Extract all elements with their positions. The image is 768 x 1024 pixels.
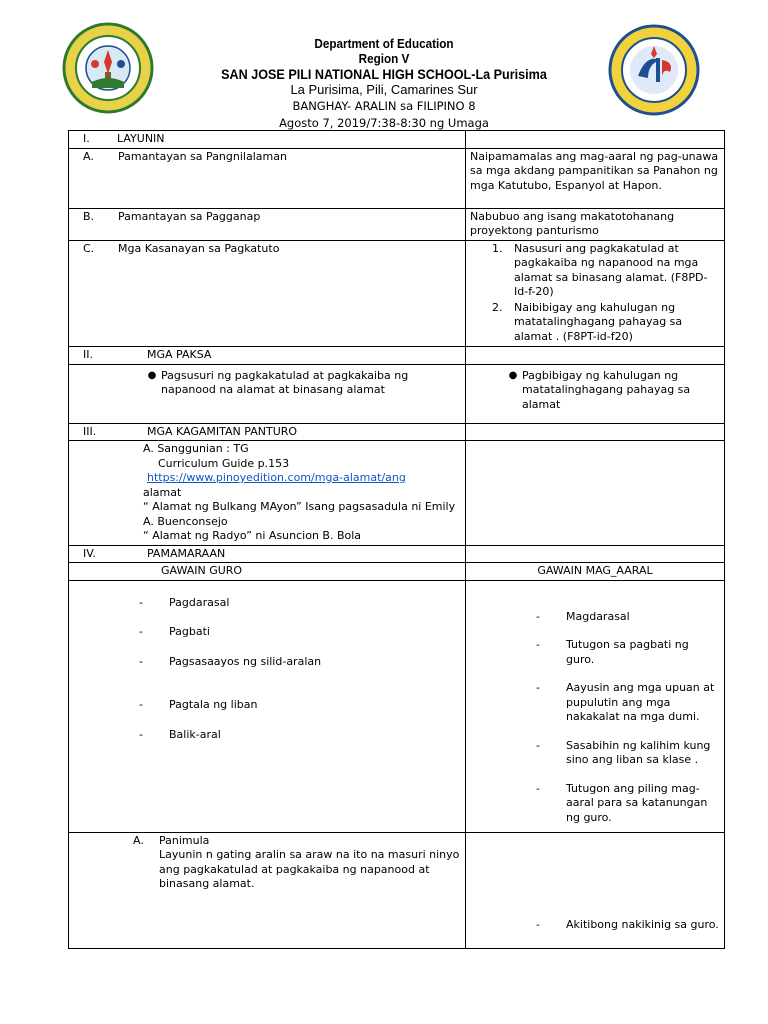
bullet-icon: ●	[147, 369, 157, 381]
section-label: MGA KAGAMITAN PANTURO	[147, 424, 298, 438]
list-item: - Tutugon ang piling mag-aaral para sa katanungan ng guro.	[536, 781, 708, 824]
reference-2: “ Alamat ng Radyo” ni Asuncion B. Bola	[143, 529, 362, 542]
section-kagamitan	[69, 423, 466, 441]
table-row	[69, 148, 725, 208]
section-number: II.	[83, 348, 93, 361]
list-item: 1. Nasusuri ang pagkakatulad at pagkakaiba ng napanood na mga alamat sa binasang alamat. (F8PD-Id-f-20)	[492, 241, 708, 298]
pamantayan-pangnilalaman-value: Naipamamalas ang mag-aaral ng pag-unawa sa mga akdang pampanitikan sa Panahon ng mga Katutubo, Espanyol at Hapon.	[466, 148, 725, 208]
table-row	[69, 832, 725, 948]
gawain-aaral-list	[466, 580, 725, 832]
kasanayan-pagkatuto-list	[466, 240, 725, 347]
lesson-plan-table	[68, 130, 725, 949]
list-item: - Pagtala ng liban	[139, 698, 258, 711]
kagamitan-content	[69, 441, 466, 546]
department-name: Department of Education	[314, 36, 454, 51]
table-row	[69, 580, 725, 832]
reference-1: “ Alamat ng Bulkang MAyon” Isang pagsasadula ni Emily A. Buenconsejo	[143, 500, 456, 528]
pamantayan-pagganap	[69, 208, 466, 240]
list-item: - Aayusin ang mga upuan at pupulutin ang mga nakakalat na mga dumi.	[536, 681, 715, 723]
sub-number: A.	[83, 149, 94, 163]
reference-link[interactable]: https://www.pinoyedition.com/mga-alamat/ang	[147, 471, 406, 484]
school-address: La Purisima, Pili, Camarines Sur	[290, 82, 478, 97]
section-pamamaraan	[69, 545, 466, 563]
sanggunian: A. Sanggunian : TG	[143, 442, 249, 455]
sub-number: A.	[133, 833, 144, 847]
table-row	[69, 423, 725, 441]
section-layunin	[69, 131, 466, 149]
table-row	[69, 208, 725, 240]
list-item: - Sasabihin ng kalihim kung sino ang liban sa klase .	[536, 738, 711, 766]
list-item: - Magdarasal	[536, 609, 630, 623]
list-item: - Balik-aral	[139, 727, 221, 741]
list-item: - Akitibong nakikinig sa guro.	[536, 917, 719, 931]
lesson-plan-title: BANGHAY- ARALIN sa FILIPINO 8	[292, 99, 476, 113]
panimula-aaral	[466, 832, 725, 948]
paksa-left: ● Pagsusuri ng pagkakatulad at pagkakaiba ng napanood na alamat at binasang alamat	[69, 364, 466, 423]
list-item: 2. Naibibigay ang kahulugan ng matatalinghagang pahayag sa alamat . (F8PT-id-f20)	[492, 300, 683, 343]
section-paksa	[69, 347, 466, 365]
sub-label: Pamantayan sa Pagganap	[118, 209, 261, 223]
table-row	[69, 240, 725, 347]
list-item: - Pagdarasal	[139, 595, 230, 609]
panimula	[69, 832, 466, 948]
table-row	[69, 364, 725, 423]
pamantayan-pagganap-value: Nabubuo ang isang makatotohanang proyektong panturismo	[466, 208, 725, 240]
reference-link-cont: alamat	[143, 485, 182, 499]
bullet-icon: ●	[508, 369, 518, 381]
paksa-right: ● Pagbibigay ng kahulugan ng matatalinghagang pahayag sa alamat	[466, 364, 725, 423]
section-label: PAMAMARAAN	[147, 546, 226, 560]
sub-label: Mga Kasanayan sa Pagkatuto	[118, 241, 280, 255]
sub-label: Pamantayan sa Pangnilalaman	[118, 149, 287, 163]
table-row	[69, 441, 725, 546]
table-row	[69, 347, 725, 365]
region-name: Region V	[358, 51, 410, 66]
document-header	[0, 0, 768, 138]
sub-number: C.	[83, 241, 95, 255]
section-number: III.	[83, 424, 97, 438]
lesson-date: Agosto 7, 2019/7:38-8:30 ng Umaga	[279, 116, 489, 130]
gawain-guro-header: GAWAIN GURO	[69, 563, 466, 581]
list-item: - Tutugon sa pagbati ng guro.	[536, 638, 689, 666]
sub-number: B.	[83, 209, 95, 223]
curriculum-guide: Curriculum Guide p.153	[158, 456, 290, 470]
section-number: IV.	[83, 546, 96, 560]
kasanayan-pagkatuto	[69, 240, 466, 347]
list-item: - Pagsasaayos ng silid-aralan	[139, 654, 322, 668]
table-row	[69, 563, 725, 581]
list-item: - Pagbati	[139, 625, 210, 638]
sub-label: Panimula	[159, 833, 210, 847]
panimula-text: Layunin n gating aralin sa araw na ito na masuri ninyo ang pagkakatulad at pagkakaiba ng napanood at binasang alamat.	[159, 848, 460, 890]
gawain-aaral-header: GAWAIN MAG_AARAL	[466, 563, 725, 581]
gawain-guro-list	[69, 580, 466, 832]
section-label: LAYUNIN	[117, 132, 165, 145]
school-name: SAN JOSE PILI NATIONAL HIGH SCHOOL-La Purisima	[221, 66, 547, 82]
table-row	[69, 131, 725, 149]
section-number: I.	[83, 132, 90, 145]
pamantayan-pangnilalaman	[69, 148, 466, 208]
section-label: MGA PAKSA	[147, 348, 212, 361]
table-row	[69, 545, 725, 563]
